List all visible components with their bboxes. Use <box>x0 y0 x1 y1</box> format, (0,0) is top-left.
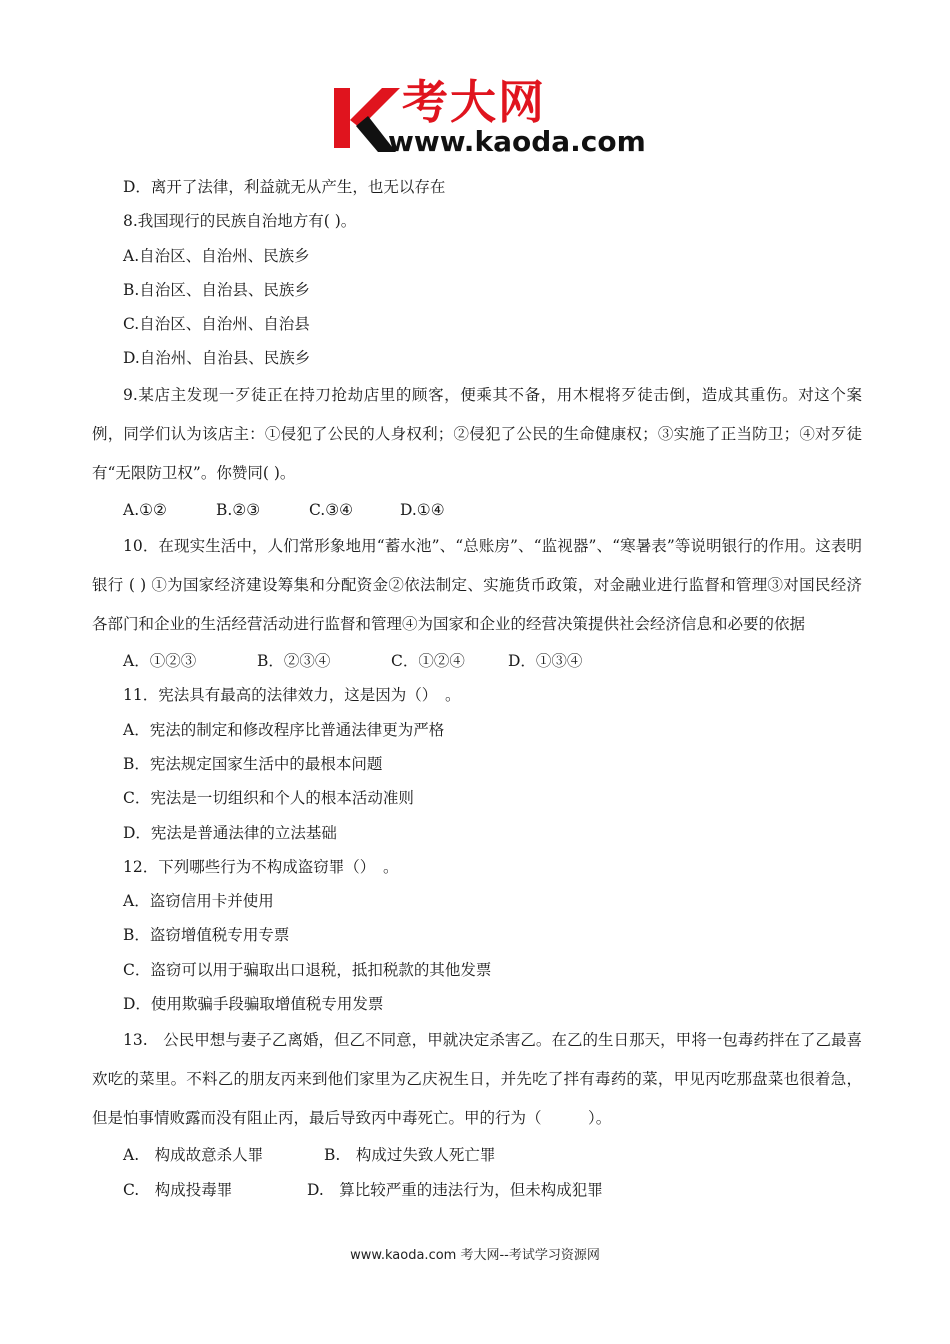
q11-stem: 11．宪法具有最高的法律效力，这是因为（） 。 <box>123 686 461 705</box>
q11-option-d: D．宪法是普通法律的立法基础 <box>123 823 337 842</box>
q9-option-d: D.①④ <box>400 500 445 519</box>
q13-options-row2 <box>92 1173 862 1207</box>
q10-option-a: A．①②③ <box>123 652 197 671</box>
q13-option-c: C. 构成投毒罪 <box>123 1180 233 1199</box>
q10-option-b: B．②③④ <box>257 652 331 671</box>
q8-option-b: B.自治区、自治县、民族乡 <box>123 280 310 299</box>
q9-options <box>92 493 862 527</box>
q12-option-c: C．盗窃可以用于骗取出口退税，抵扣税款的其他发票 <box>123 960 492 979</box>
q13-option-d: D. 算比较严重的违法行为，但未构成犯罪 <box>307 1180 603 1199</box>
logo-name: 考大网 <box>402 75 546 129</box>
q13-stem: 13. 公民甲想与妻子乙离婚，但乙不同意，甲就决定杀害乙。在乙的生日那天，甲将一包毒药拌在了乙最喜欢吃的菜里。不料乙的朋友丙来到他们家里为乙庆祝生日，并先吃了拌有毒药的菜，甲见丙吃那盘菜也很着急，但是怕事情败露而没有阻止丙，最后导致丙中毒死亡。甲的行为（ ）。 <box>92 1031 862 1128</box>
q9-option-a: A.①② <box>123 500 167 519</box>
q10-option-d: D．①③④ <box>508 652 583 671</box>
q9-option-b: B.②③ <box>216 500 261 519</box>
q13-option-a: A. 构成故意杀人罪 <box>123 1146 264 1165</box>
q13-options-row1 <box>92 1138 862 1172</box>
q9-stem: 9.某店主发现一歹徒正在持刀抢劫店里的顾客，便乘其不备，用木棍将歹徒击倒，造成其重伤。对这个案例，同学们认为该店主：①侵犯了公民的人身权利；②侵犯了公民的生命健康权；③实施了正当防卫；④对歹徒有“无限防卫权”。你赞同( )。 <box>92 385 862 482</box>
document-body <box>92 170 862 1207</box>
logo-url: www.kaoda.com <box>388 125 646 158</box>
q7-option-d: D．离开了法律，利益就无从产生，也无以存在 <box>123 178 446 196</box>
q10-option-c: C．①②④ <box>391 652 465 671</box>
page-footer: www.kaoda.com 考大网--考试学习资源网 <box>350 1248 600 1263</box>
q12-option-d: D．使用欺骗手段骗取增值税专用发票 <box>123 995 384 1014</box>
q12-stem: 12．下列哪些行为不构成盗窃罪（） 。 <box>123 857 399 876</box>
site-logo <box>330 76 660 158</box>
q11-option-b: B．宪法规定国家生活中的最根本问题 <box>123 754 383 773</box>
q11-option-c: C．宪法是一切组织和个人的根本活动准则 <box>123 789 414 808</box>
q12-option-a: A．盗窃信用卡并使用 <box>123 892 274 911</box>
q8-stem: 8.我国现行的民族自治地方有( )。 <box>123 212 357 231</box>
q12-option-b: B．盗窃增值税专用专票 <box>123 926 290 945</box>
q8-option-c: C.自治区、自治州、自治县 <box>123 315 310 334</box>
q9-option-c: C.③④ <box>309 500 354 519</box>
q13-option-b: B. 构成过失致人死亡罪 <box>324 1146 496 1165</box>
q10-stem: 10．在现实生活中，人们常形象地用“蓄水池”、“总账房”、“监视器”、“寒暑表”等说明银行的作用。这表明银行 ( ) ①为国家经济建设筹集和分配资金②依法制定、实施货币政策，对金融业进行监督和管理③对国民经济各部门和企业的生活经营活动进行监督和管理④为国家和企业的经营决策提供社会经济信息和必要的依据 <box>92 537 862 634</box>
q11-option-a: A．宪法的制定和修改程序比普通法律更为严格 <box>123 720 445 739</box>
q8-option-a: A.自治区、自治州、民族乡 <box>123 246 310 265</box>
q10-options <box>92 644 862 678</box>
q8-option-d: D.自治州、自治县、民族乡 <box>123 349 311 368</box>
